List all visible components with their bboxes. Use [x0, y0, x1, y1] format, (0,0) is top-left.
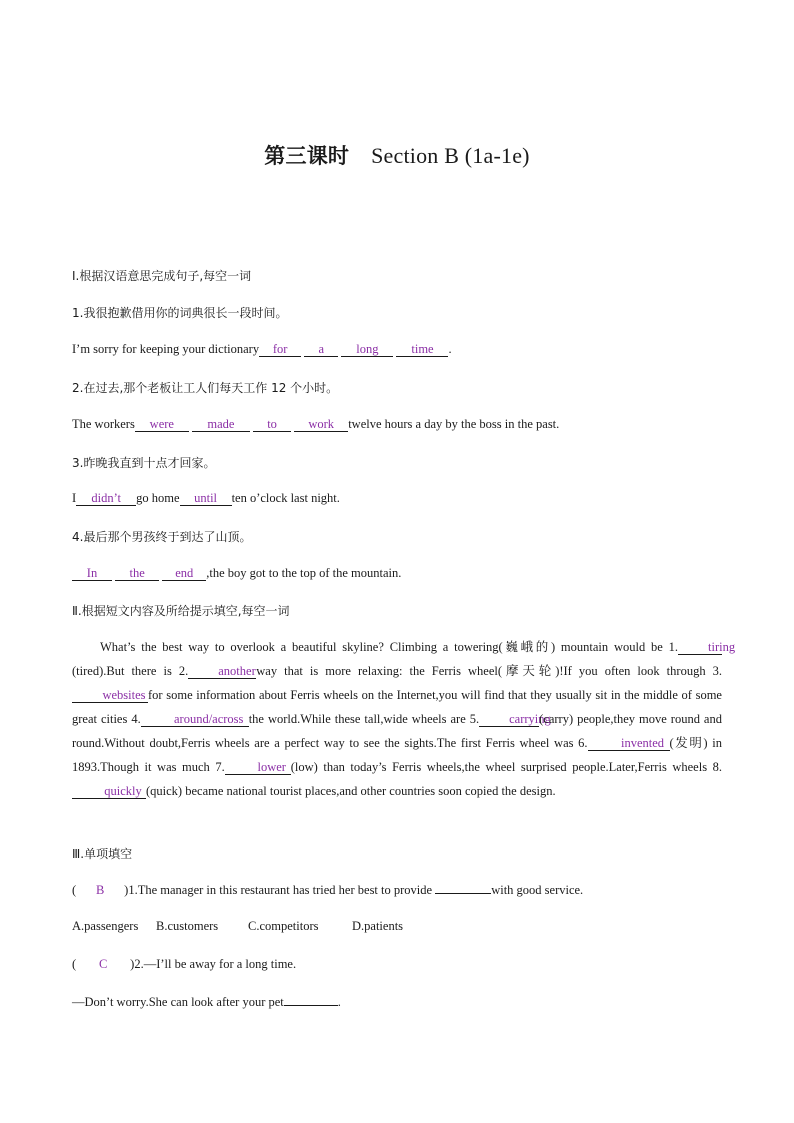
answer-blank: time — [396, 343, 448, 357]
q1-chinese: 1.我很抱歉借用你的词典很长一段时间。 — [72, 306, 288, 320]
answer-blank: until — [180, 492, 232, 506]
answer-blank: around/across — [141, 713, 249, 727]
answer-blank: invented — [588, 737, 670, 751]
section-1-heading: Ⅰ.根据汉语意思完成句子,每空一词 — [72, 269, 252, 283]
q4-chinese: 4.最后那个男孩终于到达了山顶。 — [72, 530, 252, 544]
answer-blank: long — [341, 343, 393, 357]
answer-blank: In — [72, 567, 112, 581]
answer-blank: didn’t — [76, 492, 136, 506]
page-title — [0, 140, 794, 170]
answer-blank: lower — [225, 761, 291, 775]
option-b: B.customers — [156, 919, 219, 933]
q2-sentence: The workers were made to work twelve hours a day by the boss in the past. — [72, 417, 560, 431]
answer-blank: the — [115, 567, 159, 581]
answer-blank: another — [188, 665, 256, 679]
mc-question-1: ( B )1.The manager in this restaurant has tried her best to provide with good service. — [72, 883, 584, 897]
q3-chinese: 3.昨晚我直到十点才回家。 — [72, 456, 216, 470]
answer-blank: for — [259, 343, 301, 357]
mc-question-2: ( C )2.—I’ll be away for a long time. — [72, 957, 297, 971]
q1-sentence: I’m sorry for keeping your dictionary for a long time . — [72, 342, 452, 356]
answer-blank: were — [135, 418, 189, 432]
title-section: Section B (1a-1e) — [371, 143, 530, 168]
question-blank — [435, 882, 491, 894]
answer-blank: work — [294, 418, 348, 432]
section-2-heading: Ⅱ.根据短文内容及所给提示填空,每空一词 — [72, 604, 290, 618]
question-blank — [284, 994, 338, 1006]
cloze-passage: What’s the best way to overlook a beautiful skyline? Climbing a towering(巍峨的) mountain would be 1. tiring(tired).But there is 2. anotherway that is more relaxing: the Ferris wheel(摩天轮)!If you often look through 3.websites for some information about Ferris wheels on the Internet,you will find that they usually sit in the middle of some great cities 4. around/across the world.While these tall,wide wheels are 5. carrying(carry) people,they move round and round.Without doubt,Ferris wheels are a perfect way to see the sights.The first Ferris wheel was 6. invented (发明) in 1893.Though it was much 7. lower (low) than today’s Ferris wheels,the wheel surprised people.Later,Ferris wheels 8.quickly (quick) became national tourist places,and other countries soon copied the design. — [72, 640, 736, 798]
option-c: C.competitors — [248, 919, 319, 933]
title-lesson: 第三课时 — [264, 144, 350, 168]
answer-blank: carrying — [479, 713, 539, 727]
answer-choice: C — [99, 957, 108, 971]
mc-question-2-reply: —Don’t worry.She can look after your pet . — [72, 995, 341, 1009]
answer-blank: websites — [72, 689, 148, 703]
answer-blank: end — [162, 567, 206, 581]
q3-sentence: I didn’t go home until ten o’clock last night. — [72, 491, 340, 505]
answer-blank: to — [253, 418, 291, 432]
answer-blank: made — [192, 418, 250, 432]
option-a: A.passengers — [72, 919, 139, 933]
answer-blank: a — [304, 343, 338, 357]
option-d: D.patients — [352, 919, 404, 933]
q4-sentence: In the end ,the boy got to the top of the mountain. — [72, 566, 722, 581]
answer-choice: B — [96, 883, 105, 897]
section-3-heading: Ⅲ.单项填空 — [72, 847, 133, 861]
answer-blank: tiring — [678, 641, 722, 655]
mc-options-1 — [72, 919, 722, 934]
q2-chinese: 2.在过去,那个老板让工人们每天工作 12 个小时。 — [72, 381, 339, 395]
answer-blank: quickly — [72, 785, 146, 799]
